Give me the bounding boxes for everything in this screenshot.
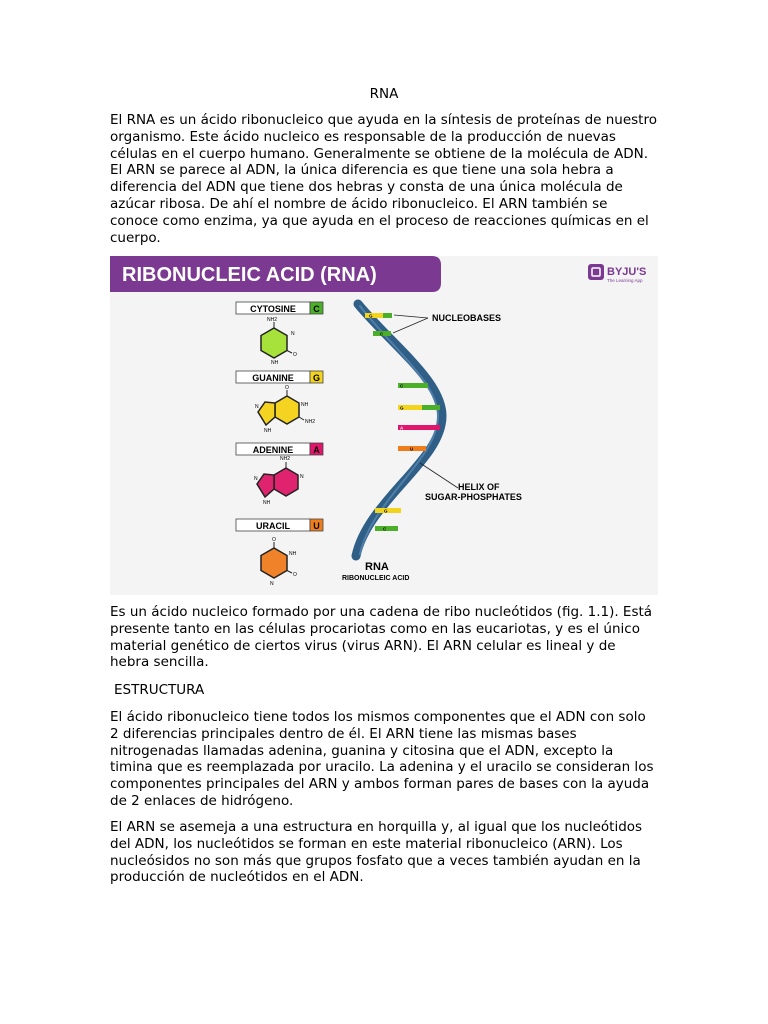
svg-text:N: N <box>270 581 274 587</box>
uracil-legend <box>236 519 323 531</box>
paragraph-structure: El ácido ribonucleico tiene todos los mismos componentes que el ADN con solo 2 diferencias principales dentro de él. El ARN tiene las mismas bases nitrogenadas llamadas adenina, guanina y citosina que el ADN, excepto la timina que es reemplazada por uracilo. La adenina y el uracilo se consideran los componentes principales del ARN y ambos forman pares de bases con la ayuda de 2 enlaces de hidrógeno. <box>110 709 654 809</box>
rung-a <box>398 425 440 431</box>
base-name: URACIL <box>256 521 290 531</box>
svg-text:NH: NH <box>264 428 272 434</box>
adenine-molecule <box>254 456 304 506</box>
guanine-molecule <box>255 385 315 434</box>
section-heading: ESTRUCTURA <box>114 682 205 698</box>
byjus-logo-icon <box>588 264 604 280</box>
rung-g-bottom <box>375 508 401 514</box>
brand-name: BYJU'S <box>607 266 647 278</box>
svg-text:N: N <box>291 331 295 337</box>
adenine-legend <box>236 443 323 455</box>
cytosine-molecule <box>261 317 297 366</box>
rung-g-top <box>365 313 392 319</box>
nucleobases-label: NUCLEOBASES <box>432 313 502 323</box>
svg-text:C: C <box>380 331 384 337</box>
svg-text:O: O <box>293 352 297 358</box>
svg-text:NH2: NH2 <box>280 456 291 462</box>
svg-text:O: O <box>272 537 276 543</box>
rung-c <box>398 383 428 389</box>
base-letter: U <box>313 521 320 531</box>
svg-text:O: O <box>293 572 297 578</box>
rna-caption-title: RNA <box>365 561 389 573</box>
svg-text:NH: NH <box>289 551 297 557</box>
svg-text:U: U <box>410 446 414 452</box>
svg-text:G: G <box>400 405 404 411</box>
nucleobases-pointer <box>394 315 428 318</box>
document-title: RNA <box>369 86 399 102</box>
svg-text:N: N <box>300 474 304 480</box>
rung-c-top <box>373 331 391 337</box>
base-letter: C <box>313 304 320 314</box>
base-name: CYTOSINE <box>250 304 296 314</box>
cytosine-legend <box>236 302 323 314</box>
rna-caption-subtitle: RIBONUCLEIC ACID <box>342 575 410 582</box>
svg-text:NH: NH <box>301 402 309 408</box>
helix-pointer <box>420 463 458 488</box>
uracil-molecule <box>261 537 297 587</box>
svg-text:G: G <box>369 313 373 319</box>
rna-diagram <box>110 256 658 595</box>
paragraph-hairpin: El ARN se asemeja a una estructura en horquilla y, al igual que los nucleótidos del ADN, los nucleótidos se forman en este material ribonucleico (ARN). Los nucleósidos no son más que grupos fosfato que a veces también ayudan en la producción de nucleótidos en el ADN. <box>110 819 643 886</box>
rung-g <box>398 405 440 411</box>
svg-text:N: N <box>254 476 258 482</box>
svg-text:N: N <box>255 404 259 410</box>
base-letter: A <box>313 445 320 455</box>
helix-label-line1: HELIX OF <box>458 482 500 492</box>
rung-u <box>398 446 426 452</box>
brand-tagline: The Learning App <box>607 278 643 283</box>
byjus-logo <box>588 264 646 283</box>
base-name: GUANINE <box>252 373 294 383</box>
guanine-legend <box>236 371 323 383</box>
svg-text:O: O <box>285 385 289 391</box>
banner-title: RIBONUCLEIC ACID (RNA) <box>122 264 377 286</box>
svg-text:C: C <box>400 383 404 389</box>
svg-text:NH2: NH2 <box>305 419 316 425</box>
paragraph-definition: Es un ácido nucleico formado por una cadena de ribo nucleótidos (fig. 1.1). Está presente tanto en las células procariotas como en las eucariotas, y es el único material genético de ciertos virus (virus ARN). El ARN celular es lineal y de hebra sencilla. <box>110 604 653 671</box>
svg-text:NH2: NH2 <box>267 317 278 323</box>
svg-text:NH: NH <box>263 500 271 506</box>
svg-text:NH: NH <box>271 360 279 366</box>
svg-text:G: G <box>384 508 388 514</box>
paragraph-intro: El RNA es un ácido ribonucleico que ayuda en la síntesis de proteínas de nuestro organismo. Este ácido nucleico es responsable de la producción de nuevas células en el cuerpo humano. Generalmente se obtiene de la molécula de ADN. El ARN se parece al ADN, la única diferencia es que tiene una sola hebra a diferencia del ADN que tiene dos hebras y consta de una única molécula de azúcar ribosa. De ahí el nombre de ácido ribonucleico. El ARN también se conoce como enzima, ya que ayuda en el proceso de reacciones químicas en el cuerpo. <box>110 112 657 246</box>
base-letter: G <box>312 373 321 383</box>
rna-figure <box>110 256 658 595</box>
base-name: ADENINE <box>252 445 294 455</box>
helix-label-line2: SUGAR-PHOSPHATES <box>425 492 522 502</box>
svg-text:A: A <box>400 425 404 431</box>
svg-text:C: C <box>383 526 387 532</box>
rung-c-bottom <box>375 526 398 532</box>
